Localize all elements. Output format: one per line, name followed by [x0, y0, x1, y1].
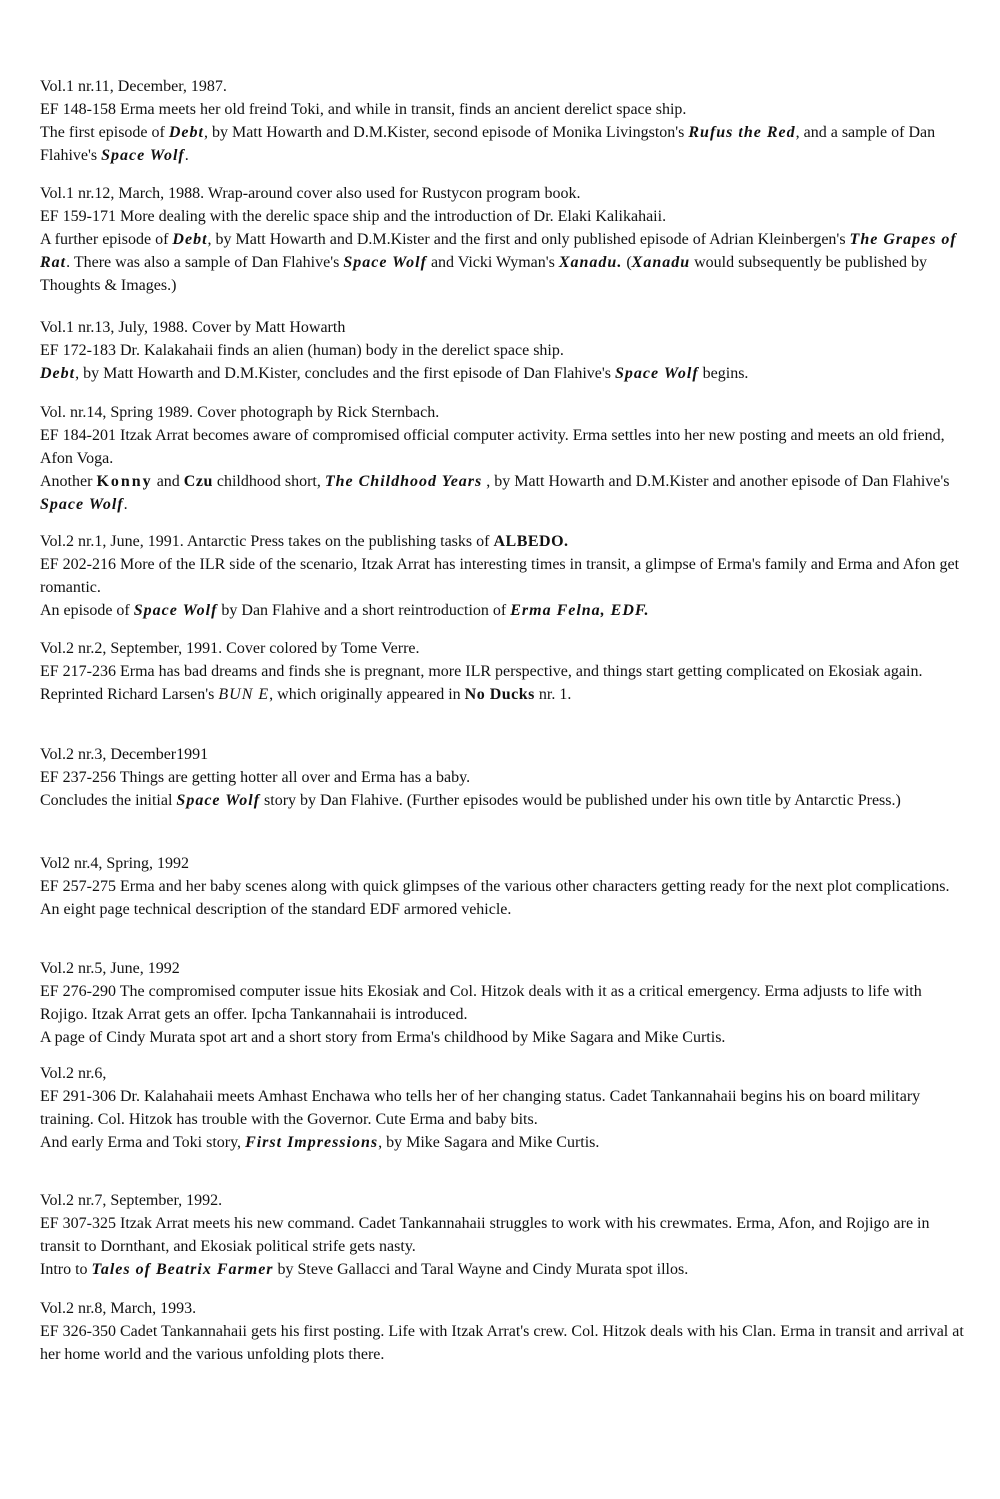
issue-ef-summary: EF 172-183 Dr. Kalakahaii finds an alien (human) body in the derelict space ship.	[40, 342, 564, 359]
issue-entry-1989-spring	[40, 401, 965, 516]
issue-heading: Vol.1 nr.11, December, 1987.	[40, 78, 227, 95]
issue-extras: An eight page technical description of the standard EDF armored vehicle.	[40, 901, 512, 918]
issue-entry-1992-spring	[40, 852, 965, 921]
issue-ef-summary: EF 307-325 Itzak Arrat meets his new command. Cadet Tankannahaii struggles to work with his crewmates. Erma, Afon, and Rojigo are in transit to Dornthant, and Ekosiak political strife gets nasty.	[40, 1215, 930, 1255]
title-debt: Debt	[168, 124, 204, 141]
title-debt: Debt	[40, 365, 76, 382]
title-space-wolf: Space Wolf	[176, 792, 261, 809]
issue-entry-1992-09	[40, 1189, 965, 1281]
issue-entry-1991-09	[40, 637, 965, 706]
title-rufus-the-red: Rufus the Red	[688, 124, 796, 141]
issue-heading: Vol.2 nr.5, June, 1992	[40, 960, 180, 977]
issue-entry-1991-12	[40, 743, 965, 812]
issue-heading: Vol. nr.14, Spring 1989. Cover photograph by Rick Sternbach.	[40, 404, 440, 421]
title-childhood-years: The Childhood Years	[324, 473, 483, 490]
issue-ef-summary: EF 326-350 Cadet Tankannahaii gets his first posting. Life with Itzak Arrat's crew. Col. Hitzok deals with his Clan. Erma in transit and arrival at her home world and the various unfolding plots there.	[40, 1323, 964, 1363]
issue-extras: Debt, by Matt Howarth and D.M.Kister, concludes and the first episode of Dan Flahive's Space Wolf begins.	[40, 365, 749, 382]
title-space-wolf: Space Wolf	[343, 254, 427, 271]
issue-heading: Vol.1 nr.12, March, 1988. Wrap-around cover also used for Rustycon program book.	[40, 185, 581, 202]
title-space-wolf: Space Wolf	[133, 602, 218, 619]
issue-ef-summary: EF 276-290 The compromised computer issue hits Ekosiak and Col. Hitzok deals with it as a critical emergency. Erma adjusts to life with Rojigo. Itzak Arrat gets an offer. Ipcha Tankannahaii is introduced.	[40, 983, 922, 1023]
issue-entry-1988-07	[40, 316, 965, 385]
issue-extras: A further episode of Debt, by Matt Howarth and D.M.Kister and the first and only published episode of Adrian Kleinbergen's The Grapes of Rat. There was also a sample of Dan Flahive's Space Wolf and Vicki Wyman's Xanadu. (Xanadu would subsequently be published by Thoughts & Images.)	[40, 231, 957, 294]
title-space-wolf: Space Wolf	[615, 365, 699, 382]
issue-ef-summary: EF 237-256 Things are getting hotter all over and Erma has a baby.	[40, 769, 471, 786]
issue-extras: Reprinted Richard Larsen's BUN E, which originally appeared in No Ducks nr. 1.	[40, 686, 572, 703]
title-bun-e: BUN E	[218, 686, 270, 703]
issue-extras: An episode of Space Wolf by Dan Flahive and a short reintroduction of Erma Felna, EDF.	[40, 602, 650, 619]
issue-ef-summary: EF 257-275 Erma and her baby scenes along with quick glimpses of the various other characters getting ready for the next plot complications.	[40, 878, 950, 895]
issue-heading: Vol.2 nr.6,	[40, 1065, 107, 1082]
title-space-wolf: Space Wolf	[40, 496, 124, 513]
issue-entry-1993-03	[40, 1297, 965, 1366]
issue-entry-1987-12	[40, 75, 965, 167]
character-czu: Czu	[183, 473, 213, 490]
title-debt: Debt	[172, 231, 208, 248]
issue-extras: The first episode of Debt, by Matt Howarth and D.M.Kister, second episode of Monika Livingston's Rufus the Red, and a sample of Dan Flahive's Space Wolf.	[40, 124, 936, 164]
title-first-impressions: First Impressions	[245, 1134, 379, 1151]
issue-extras: Another Konny and Czu childhood short, The Childhood Years , by Matt Howarth and D.M.Kister and another episode of Dan Flahive's Space Wolf.	[40, 473, 950, 513]
issue-heading: Vol.2 nr.8, March, 1993.	[40, 1300, 197, 1317]
issue-entry-1988-03	[40, 182, 965, 297]
title-space-wolf: Space Wolf	[101, 147, 185, 164]
title-xanadu: Xanadu	[631, 254, 691, 271]
title-tales-of-beatrix-farmer: Tales of Beatrix Farmer	[91, 1261, 274, 1278]
issue-extras: A page of Cindy Murata spot art and a short story from Erma's childhood by Mike Sagara and Mike Curtis.	[40, 1029, 726, 1046]
issue-ef-summary: EF 184-201 Itzak Arrat becomes aware of compromised official computer activity. Erma settles into her new posting and meets an old friend, Afon Voga.	[40, 427, 945, 467]
issue-ef-summary: EF 202-216 More of the ILR side of the scenario, Itzak Arrat has interesting times in transit, a glimpse of Erma's family and Erma and Afon get romantic.	[40, 556, 960, 596]
issue-entry-1991-06	[40, 530, 965, 622]
title-grapes-of-rat: The Grapes of Rat	[40, 231, 957, 271]
character-konny: Konny	[96, 473, 153, 490]
magazine-name-albedo: ALBEDO.	[493, 533, 569, 550]
issue-extras: Concludes the initial Space Wolf story by Dan Flahive. (Further episodes would be published under his own title by Antarctic Press.)	[40, 792, 901, 809]
issue-ef-summary: EF 159-171 More dealing with the derelic space ship and the introduction of Dr. Elaki Kalikahaii.	[40, 208, 667, 225]
issue-heading: Vol.2 nr.3, December1991	[40, 746, 209, 763]
title-erma-felna-edf: Erma Felna, EDF.	[510, 602, 650, 619]
issue-heading: Vol.2 nr.7, September, 1992.	[40, 1192, 223, 1209]
issue-heading: Vol.2 nr.2, September, 1991. Cover colored by Tome Verre.	[40, 640, 420, 657]
issue-ef-summary: EF 291-306 Dr. Kalahahaii meets Amhast Enchawa who tells her of her changing status. Cadet Tankannahaii begins his on board military training. Col. Hitzok has trouble with the Governor. Cute Erma and baby bits.	[40, 1088, 921, 1128]
issue-entry-1992-06	[40, 957, 965, 1049]
title-no-ducks: No Ducks	[464, 686, 535, 703]
issue-heading: Vol.1 nr.13, July, 1988. Cover by Matt Howarth	[40, 319, 346, 336]
issue-extras: And early Erma and Toki story, First Impressions, by Mike Sagara and Mike Curtis.	[40, 1134, 600, 1151]
issue-extras: Intro to Tales of Beatrix Farmer by Steve Gallacci and Taral Wayne and Cindy Murata spot illos.	[40, 1261, 689, 1278]
title-xanadu: Xanadu.	[558, 254, 623, 271]
issue-ef-summary: EF 148-158 Erma meets her old freind Toki, and while in transit, finds an ancient derelict space ship.	[40, 101, 687, 118]
issue-heading: Vol.2 nr.1, June, 1991. Antarctic Press takes on the publishing tasks of ALBEDO.	[40, 533, 569, 550]
issue-ef-summary: EF 217-236 Erma has bad dreams and finds she is pregnant, more ILR perspective, and things start getting complicated on Ekosiak again.	[40, 663, 923, 680]
issue-entry-vol2-nr6	[40, 1062, 965, 1154]
issue-heading: Vol2 nr.4, Spring, 1992	[40, 855, 190, 872]
